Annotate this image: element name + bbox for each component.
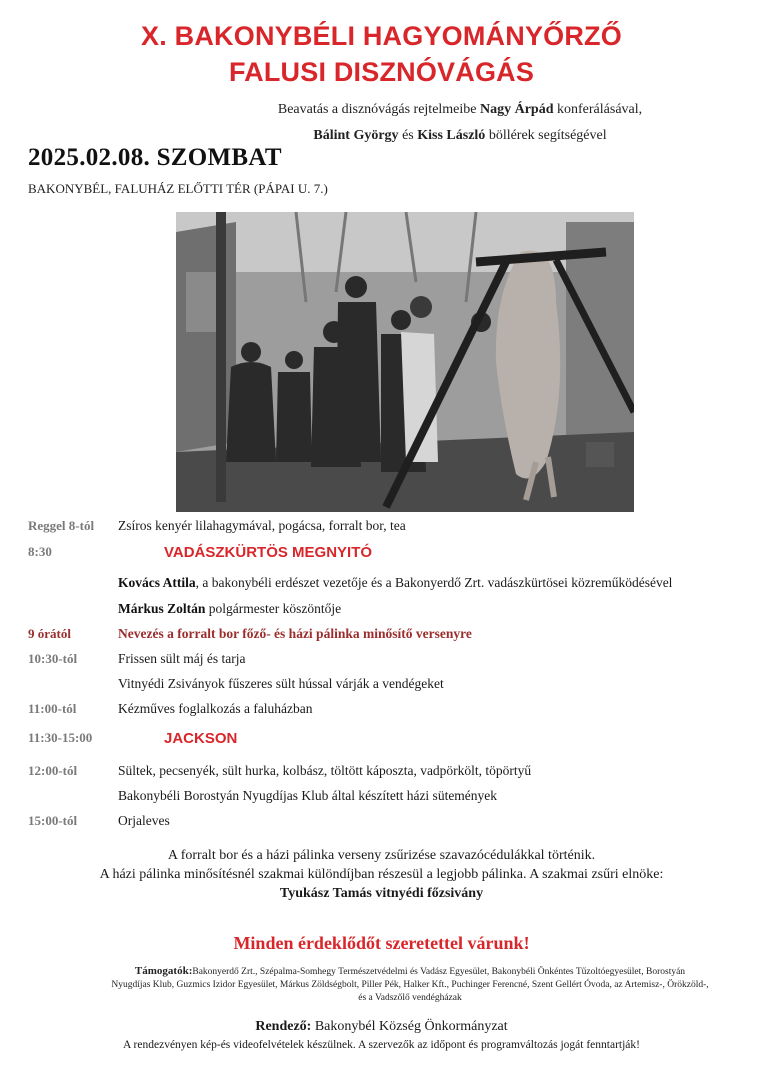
butcher-name-1: Bálint György [313,128,399,143]
butcher-name-2: Kiss László [417,128,486,143]
organizer-name: Bakonybél Község Önkormányzat [311,1019,508,1034]
schedule-time: 11:30-15:00 [28,730,93,745]
schedule-time: 15:00-tól [28,813,78,828]
schedule-time: 11:00-tól [28,701,77,716]
schedule-text: Kézműves foglalkozás a faluházban [118,701,313,716]
notes-line1: A forralt bor és a házi pálinka verseny zsűrizése szavazócédulákkal történik. [167,848,596,863]
host-name: Nagy Árpád [480,102,554,117]
schedule-text: Nevezés a forralt bor főző- és házi pálinka minősítő versenyre [118,626,472,641]
schedule-time: 12:00-tól [28,763,78,778]
sponsors-line2: Nyugdíjas Klub, Guzmics Izidor Egyesület, Márkus Zöldségbolt, Piller Pék, Halker Kft., Puchinger Ferencné, Szent Gellért Óvoda, az Artemisz-, Örökzöld-, [111,980,709,990]
event-date: 2025.02.08. SZOMBAT [28,144,282,171]
schedule-text: Sültek, pecsenyék, sült hurka, kolbász, töltött káposzta, vadpörkölt, töpörtyű [118,763,532,778]
person-name: Márkus Zoltán [118,601,206,616]
sponsors-line3: és a Vadszőlő vendégházak [358,993,462,1003]
schedule-time: 9 órától [28,626,71,641]
schedule-time: Reggel 8-tól [28,518,95,533]
schedule-text: Márkus Zoltán polgármester köszöntője [118,601,342,616]
organizer [0,1019,763,1035]
jury-chair: Tyukász Tamás vitnyédi főzsivány [279,886,484,901]
disclaimer: A rendezvényen kép-és videofelvételek készülnek. A szervezők az időpont és programváltozás jogát fenntartják! [123,1039,640,1051]
historic-pig-slaughter-photo-icon [176,212,634,512]
schedule-text: Bakonybéli Borostyán Nyugdíjas Klub által készített házi sütemények [118,788,498,803]
schedule-headline: JACKSON [164,730,238,747]
schedule-time: 8:30 [28,544,52,559]
sponsors-label: Támogatók: [134,965,193,977]
intro-line1: Beavatás a disznóvágás rejtelmeibe Nagy Árpád konferálásával, [277,102,643,117]
welcome-message: Minden érdeklődőt szeretettel várunk! [233,933,530,953]
sponsors-list [70,965,750,1005]
schedule-text: Frissen sült máj és tarja [118,651,246,666]
schedule-text: Orjaleves [118,813,170,828]
competition-notes [30,846,733,903]
intro-line2: Bálint György és Kiss László böllérek segítségével [313,128,607,143]
person-name: Kovács Attila [118,575,196,590]
historic-photo [176,212,634,512]
notes-line2: A házi pálinka minősítésnél szakmai különdíjban részesül a legjobb pálinka. A szakmai zsűri elnöke: [99,867,664,882]
sponsors-line1: Bakonyerdő Zrt., Szépalma-Somhegy Természetvédelmi és Vadász Egyesület, Bakonybéli Önkéntes Tűzoltóegyesület, Borostyán [192,967,686,977]
event-title-line1: X. BAKONYBÉLI HAGYOMÁNYŐRZŐ [141,21,622,51]
event-title [40,18,763,90]
schedule-text: Kovács Attila, a bakonybéli erdészet vezetője és a Bakonyerdő Zrt. vadászkürtösei közreműködésével [118,575,673,590]
schedule-time: 10:30-tól [28,651,78,666]
event-title-line2: FALUSI DISZNÓVÁGÁS [228,57,535,87]
schedule-headline: VADÁSZKÜRTÖS MEGNYITÓ [164,544,373,561]
organizer-label: Rendező: [255,1019,312,1034]
schedule-text: Zsíros kenyér lilahagymával, pogácsa, forralt bor, tea [118,518,406,533]
intro-text [230,97,690,149]
schedule-text: Vitnyédi Zsiványok fűszeres sült hússal várják a vendégeket [118,676,444,691]
event-venue: BAKONYBÉL, FALUHÁZ ELŐTTI TÉR (PÁPAI U. 7.) [28,181,328,196]
